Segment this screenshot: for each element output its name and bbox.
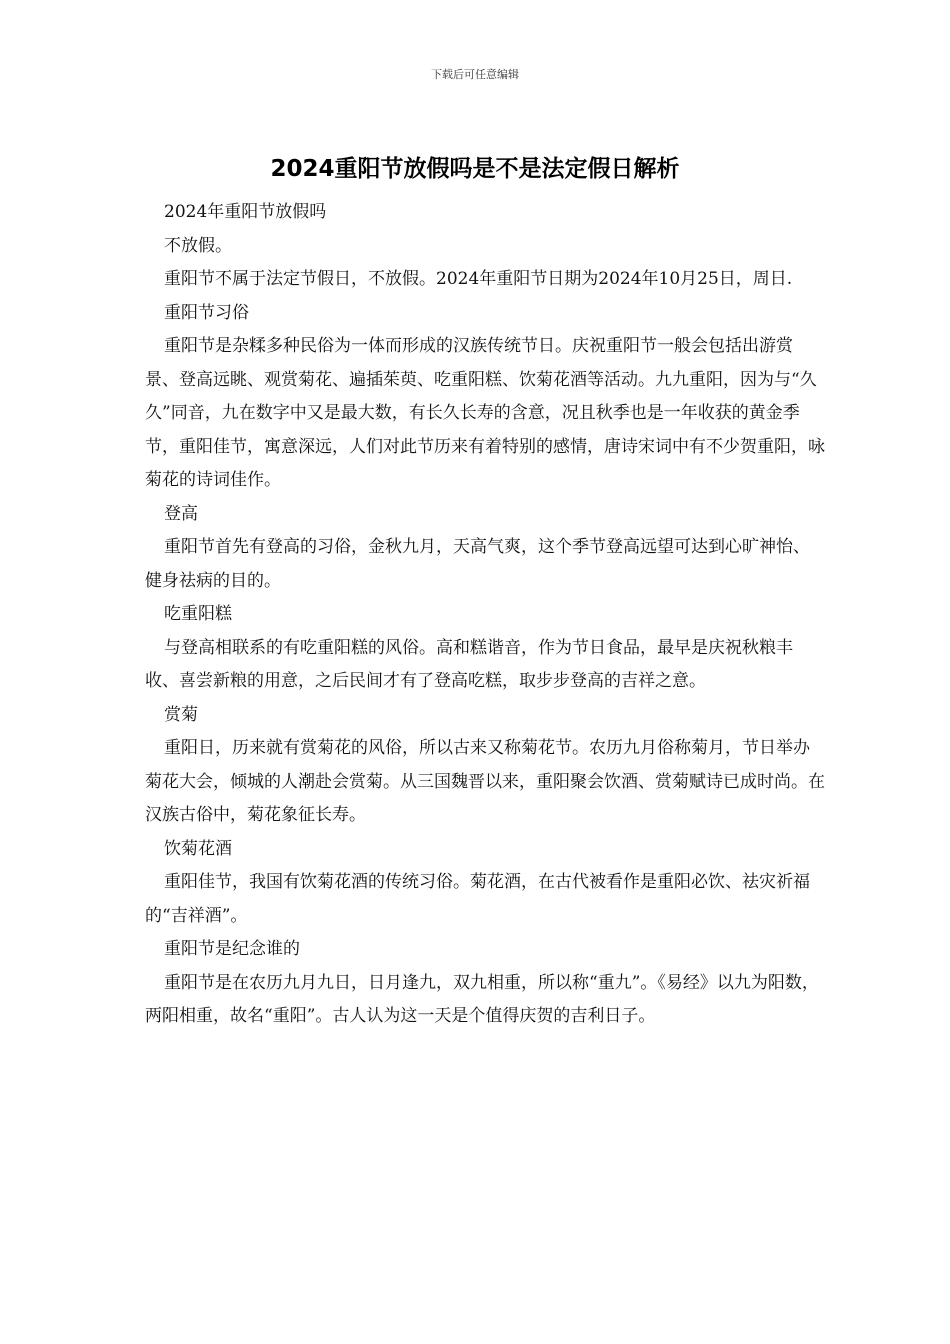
paragraph: 重阳节不属于法定节假日，不放假。2024年重阳节日期为2024年10月25日，周日. <box>164 269 793 289</box>
paragraph: 重阳佳节，我国有饮菊花酒的传统习俗。菊花酒，在古代被看作是重阳必饮、祛灾祈福的“吉祥酒”。 <box>145 872 810 926</box>
page-header: 下载后可任意编辑 <box>431 68 519 81</box>
document-body <box>145 196 825 1034</box>
section-heading: 重阳节习俗 <box>164 302 249 323</box>
paragraph: 重阳节首先有登高的习俗，金秋九月，天高气爽，这个季节登高远望可达到心旷神怡、健身祛病的目的。 <box>145 537 810 591</box>
section-heading: 重阳节是纪念谁的 <box>164 939 300 959</box>
paragraph: 2024年重阳节放假吗 <box>164 202 327 222</box>
paragraph: 不放假。 <box>164 235 232 256</box>
paragraph: 重阳日，历来就有赏菊花的风俗，所以古来又称菊花节。农历九月俗称菊月，节日举办菊花大会，倾城的人潮赴会赏菊。从三国魏晋以来，重阳聚会饮酒、赏菊赋诗已成时尚。在汉族古俗中，菊花象征长寿。 <box>145 738 825 825</box>
paragraph: 重阳节是杂糅多种民俗为一体而形成的汉族传统节日。庆祝重阳节一般会包括出游赏景、登高远眺、观赏菊花、遍插茱萸、吃重阳糕、饮菊花酒等活动。九九重阳，因为与“久久”同音，九在数字中又是最大数，有长久长寿的含意，况且秋季也是一年收获的黄金季节，重阳佳节，寓意深远，人们对此节历来有着特别的感情，唐诗宋词中有不少贺重阳，咏菊花的诗词佳作。 <box>145 336 825 490</box>
section-heading: 吃重阳糕 <box>164 604 232 624</box>
document-title: 2024重阳节放假吗是不是法定假日解析 <box>270 156 680 182</box>
section-heading: 登高 <box>164 503 198 524</box>
section-heading: 饮菊花酒 <box>164 838 232 859</box>
section-heading: 赏菊 <box>164 704 198 725</box>
paragraph: 与登高相联系的有吃重阳糕的风俗。高和糕谐音，作为节日食品，最早是庆祝秋粮丰收、喜尝新粮的用意，之后民间才有了登高吃糕，取步步登高的吉祥之意。 <box>145 637 793 691</box>
paragraph: 重阳节是在农历九月九日，日月逢九，双九相重，所以称“重九”。《易经》以九为阳数，两阳相重，故名“重阳”。古人认为这一天是个值得庆贺的吉利日子。 <box>145 972 819 1026</box>
